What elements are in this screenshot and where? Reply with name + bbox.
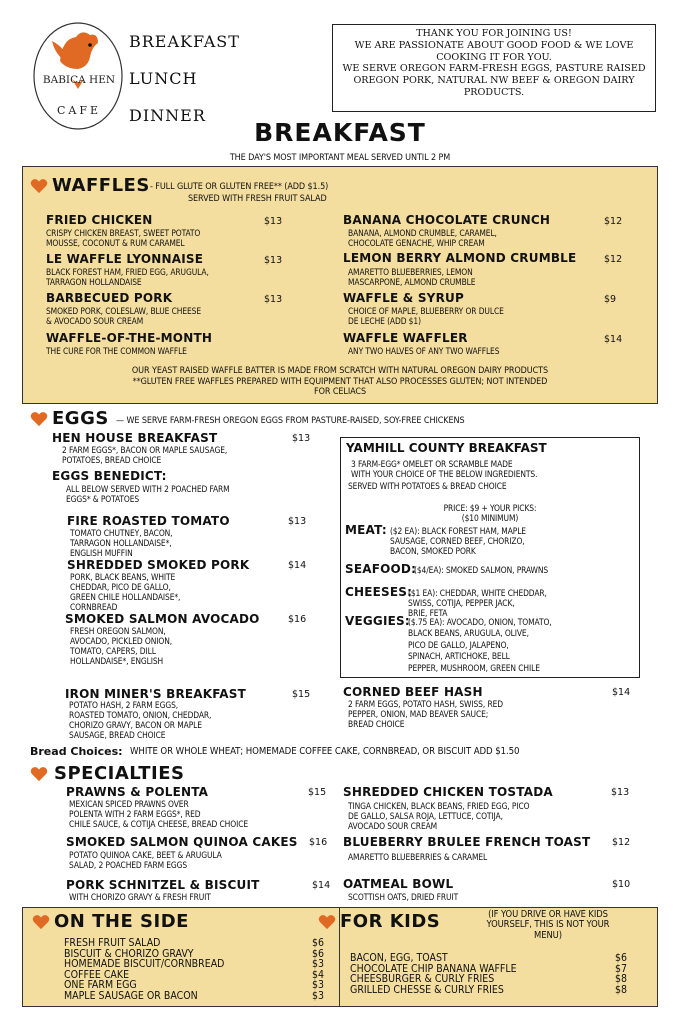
special-item-desc: POTATO QUINOA CAKE, BEET & ARUGULA SALAD, 2 POACHED FARM EGGS — [69, 850, 222, 870]
heart-icon — [32, 914, 50, 930]
egg-item-price: $13 — [288, 516, 307, 527]
nav-lunch[interactable]: LUNCH — [129, 69, 198, 88]
kids-heading: FOR KIDS — [340, 911, 441, 932]
waffle-item-price: $12 — [604, 216, 623, 227]
special-item-price: $14 — [312, 880, 331, 891]
logo-sub: CAFE — [56, 104, 102, 117]
waffle-item-desc: CHOICE OF MAPLE, BLUEBERRY OR DULCE DE LECHE (ADD $1) — [348, 306, 504, 326]
egg-item-desc: FRESH OREGON SALMON, AVOCADO, PICKLED ONION, TOMATO, CAPERS, DILL HOLLANDAISE*, ENGLISH — [70, 626, 173, 666]
egg-item-title: SMOKED SALMON AVOCADO — [65, 612, 260, 626]
egg-item-desc: POTATO HASH, 2 FARM EGGS, ROASTED TOMATO, ONION, CHEDDAR, CHORIZO GRAVY, BACON OR MAPLE SAUSAGE, BREAD CHOICE — [69, 700, 212, 740]
waffle-item-price: $13 — [264, 294, 283, 305]
special-item-title: SMOKED SALMON QUINOA CAKES — [66, 835, 298, 849]
waffle-item-desc: SMOKED PORK, COLESLAW, BLUE CHEESE & AVOCADO SOUR CREAM — [46, 306, 202, 326]
egg-item-price: $14 — [612, 687, 631, 698]
waffle-item-title: BARBECUED PORK — [46, 291, 173, 305]
yamhill-seafood-label: SEAFOOD: — [345, 562, 417, 576]
waffle-item-desc: ANY TWO HALVES OF ANY TWO WAFFLES — [348, 346, 500, 356]
waffle-item-title: LE WAFFLE LYONNAISE — [46, 252, 204, 266]
waffle-item-desc: BLACK FOREST HAM, FRIED EGG, ARUGULA, TARRAGON HOLLANDAISE — [46, 267, 209, 287]
page-title: BREAKFAST — [254, 118, 426, 147]
yamhill-served: SERVED WITH POTATOES & BREAD CHOICE — [348, 481, 507, 491]
heart-icon — [30, 178, 48, 194]
yamhill-cheeses-label: CHEESES: — [345, 585, 413, 599]
waffle-item-price: $13 — [264, 216, 283, 227]
heart-icon — [318, 914, 336, 930]
egg-item-desc: TOMATO CHUTNEY, BACON, TARRAGON HOLLANDAISE*, ENGLISH MUFFIN — [70, 528, 173, 558]
waffle-item-title: BANANA CHOCOLATE CRUNCH — [343, 213, 551, 227]
waffles-note: - FULL GLUTE OR GLUTEN FREE** (ADD $1.5) — [150, 182, 329, 192]
egg-item-price: $15 — [292, 689, 311, 700]
bread-text: WHITE OR WHOLE WHEAT; HOMEMADE COFFEE CAKE, CORNBREAD, OR BISCUIT ADD $1.50 — [130, 746, 520, 757]
special-item-price: $13 — [611, 787, 630, 798]
egg-item-price: $14 — [288, 560, 307, 571]
waffles-note2: SERVED WITH FRESH FRUIT SALAD — [188, 194, 327, 204]
waffles-footer: OUR YEAST RAISED WAFFLE BATTER IS MADE FROM SCRATCH WITH NATURAL OREGON DAIRY PRODUCTS **GLUTEN FREE WAFFLES PREPARED WITH EQUIPMENT THAT ALSO PROCESSES GLUTEN; NOT INTENDED FOR CELIACS — [131, 366, 549, 397]
waffle-item-price: $14 — [604, 334, 623, 345]
waffle-item-desc: CRISPY CHICKEN BREAST, SWEET POTATO MOUSSE, COCONUT & RUM CARAMEL — [46, 228, 201, 248]
waffle-item-title: LEMON BERRY ALMOND CRUMBLE — [343, 251, 577, 265]
waffle-item-price: $12 — [604, 254, 623, 265]
special-item-price: $16 — [309, 837, 328, 848]
side-prices: $6 $6 $3 $4 $3 $3 — [312, 937, 325, 1002]
logo-name: BABICA HEN — [42, 74, 116, 86]
egg-item-title: SHREDDED SMOKED PORK — [67, 558, 250, 572]
special-item-title: BLUEBERRY BRULEE FRENCH TOAST — [343, 835, 591, 849]
specialties-heading: SPECIALTIES — [54, 763, 185, 784]
special-item-title: PORK SCHNITZEL & BISCUIT — [66, 878, 260, 892]
nav-dinner[interactable]: DINNER — [129, 106, 206, 125]
special-item-price: $15 — [308, 787, 327, 798]
egg-item-price: $13 — [292, 433, 311, 444]
waffle-item-title: FRIED CHICKEN — [46, 213, 153, 227]
eggs-heading: EGGS — [52, 408, 109, 429]
special-item-desc: WITH CHORIZO GRAVY & FRESH FRUIT — [69, 892, 211, 902]
waffle-item-desc: THE CURE FOR THE COMMON WAFFLE — [46, 346, 187, 356]
nav-breakfast[interactable]: BREAKFAST — [129, 32, 240, 51]
kids-items: BACON, EGG, TOAST CHOCOLATE CHIP BANANA WAFFLE CHEESBURGER & CURLY FRIES GRILLED CHESSE & CURLY FRIES — [350, 952, 517, 996]
egg-item-title: CORNED BEEF HASH — [343, 685, 483, 699]
waffle-item-price: $9 — [604, 294, 617, 305]
yamhill-meat-label: MEAT: — [345, 523, 387, 537]
waffle-item-title: WAFFLE-OF-THE-MONTH — [46, 331, 213, 345]
egg-item-title: HEN HOUSE BREAKFAST — [52, 431, 218, 445]
side-items: FRESH FRUIT SALAD BISCUIT & CHORIZO GRAVY HOMEMADE BISCUIT/CORNBREAD COFFEE CAKE ONE FARM EGG MAPLE SAUSAGE OR BACON — [64, 937, 225, 1002]
waffle-item-price: $13 — [264, 255, 283, 266]
welcome-text: THANK YOU FOR JOINING US! WE ARE PASSIONATE ABOUT GOOD FOOD & WE LOVE COOKING IT FOR YOU. WE SERVE OREGON FARM-FRESH EGGS, PASTURE RAISED OREGON PORK, NATURAL NW BEEF & OREGON DAIRY PRODUCTS. — [342, 28, 646, 98]
heart-icon — [30, 411, 48, 427]
side-heading: ON THE SIDE — [54, 911, 189, 932]
page-subtitle: THE DAY'S MOST IMPORTANT MEAL SERVED UNTIL 2 PM — [229, 153, 451, 163]
egg-item-desc: 2 FARM EGGS*, BACON OR MAPLE SAUSAGE, POTATOES, BREAD CHOICE — [62, 445, 228, 465]
special-item-price: $12 — [612, 837, 631, 848]
waffle-item-title: WAFFLE & SYRUP — [343, 291, 464, 305]
yamhill-veggies-label: VEGGIES: — [345, 614, 410, 628]
waffle-item-title: WAFFLE WAFFLER — [343, 331, 468, 345]
egg-item-desc: ALL BELOW SERVED WITH 2 POACHED FARM EGGS* & POTATOES — [66, 484, 230, 504]
yamhill-price: PRICE: $9 + YOUR PICKS: ($10 MINIMUM) — [443, 503, 537, 523]
waffle-item-desc: BANANA, ALMOND CRUMBLE, CARAMEL, CHOCOLATE GENACHE, WHIP CREAM — [348, 228, 497, 248]
special-item-title: SHREDDED CHICKEN TOSTADA — [343, 785, 553, 799]
egg-item-desc: PORK, BLACK BEANS, WHITE CHEDDAR, PICO DE GALLO, GREEN CHILE HOLLANDAISE*, CORNBREAD — [70, 572, 181, 612]
egg-item-price: $16 — [288, 614, 307, 625]
special-item-desc: MEXICAN SPICED PRAWNS OVER POLENTA WITH 2 FARM EGGS*, RED CHILE SAUCE, & COTIJA CHEESE, BREAD CHOICE — [69, 799, 249, 829]
special-item-title: PRAWNS & POLENTA — [66, 785, 209, 799]
bread-label: Bread Choices: — [30, 745, 123, 758]
kids-prices: $6 $7 $8 $8 — [615, 952, 628, 996]
special-item-desc: AMARETTO BLUEBERRIES & CARAMEL — [348, 852, 488, 862]
egg-item-title: IRON MINER'S BREAKFAST — [65, 687, 247, 701]
egg-item-desc: 2 FARM EGGS, POTATO HASH, SWISS, RED PEPPER, ONION, MAD BEAVER SAUCE; BREAD CHOICE — [348, 699, 503, 729]
special-item-desc: SCOTTISH OATS, DRIED FRUIT — [348, 892, 459, 902]
special-item-desc: TINGA CHICKEN, BLACK BEANS, FRIED EGG, PICO DE GALLO, SALSA ROJA, LETTUCE, COTIJA, AVOCADO SOUR CREAM — [348, 801, 530, 831]
welcome-box — [332, 24, 656, 112]
heart-icon — [30, 766, 48, 782]
yamhill-intro: 3 FARM-EGG* OMELET OR SCRAMBLE MADE WITH YOUR CHOICE OF THE BELOW INGREDIENTS. — [351, 459, 538, 479]
egg-item-title: FIRE ROASTED TOMATO — [67, 514, 230, 528]
waffle-item-desc: AMARETTO BLUEBERRIES, LEMON MASCARPONE, ALMOND CRUMBLE — [348, 267, 476, 287]
yamhill-meat: ($2 EA): BLACK FOREST HAM, MAPLE SAUSAGE, CORNED BEEF, CHORIZO, BACON, SMOKED PORK — [390, 526, 526, 556]
yamhill-cheeses: ($1 EA): CHEDDAR, WHITE CHEDDAR, SWISS, COTIJA, PEPPER JACK, BRIE, FETA — [408, 588, 547, 618]
special-item-title: OATMEAL BOWL — [343, 877, 454, 891]
yamhill-seafood: ($4/EA): SMOKED SALMON, PRAWNS — [414, 565, 549, 575]
kids-note: (IF YOU DRIVE OR HAVE KIDS YOURSELF, THIS IS NOT YOUR MENU) — [486, 909, 610, 941]
yamhill-veggies: ($.75 EA): AVOCADO, ONION, TOMATO, BLACK BEANS, ARUGULA, OLIVE, PICO DE GALLO, JALAPENO, SPINACH, ARTICHOKE, BELL PEPPER, MUSHROOM, GREEN CHILE — [408, 617, 552, 673]
egg-item-title: EGGS BENEDICT: — [52, 469, 167, 483]
eggs-note: — WE SERVE FARM-FRESH OREGON EGGS FROM PASTURE-RAISED, SOY-FREE CHICKENS — [116, 416, 465, 426]
special-item-price: $10 — [612, 879, 631, 890]
yamhill-heading: YAMHILL COUNTY BREAKFAST — [346, 441, 547, 455]
waffles-heading: WAFFLES — [52, 175, 150, 196]
